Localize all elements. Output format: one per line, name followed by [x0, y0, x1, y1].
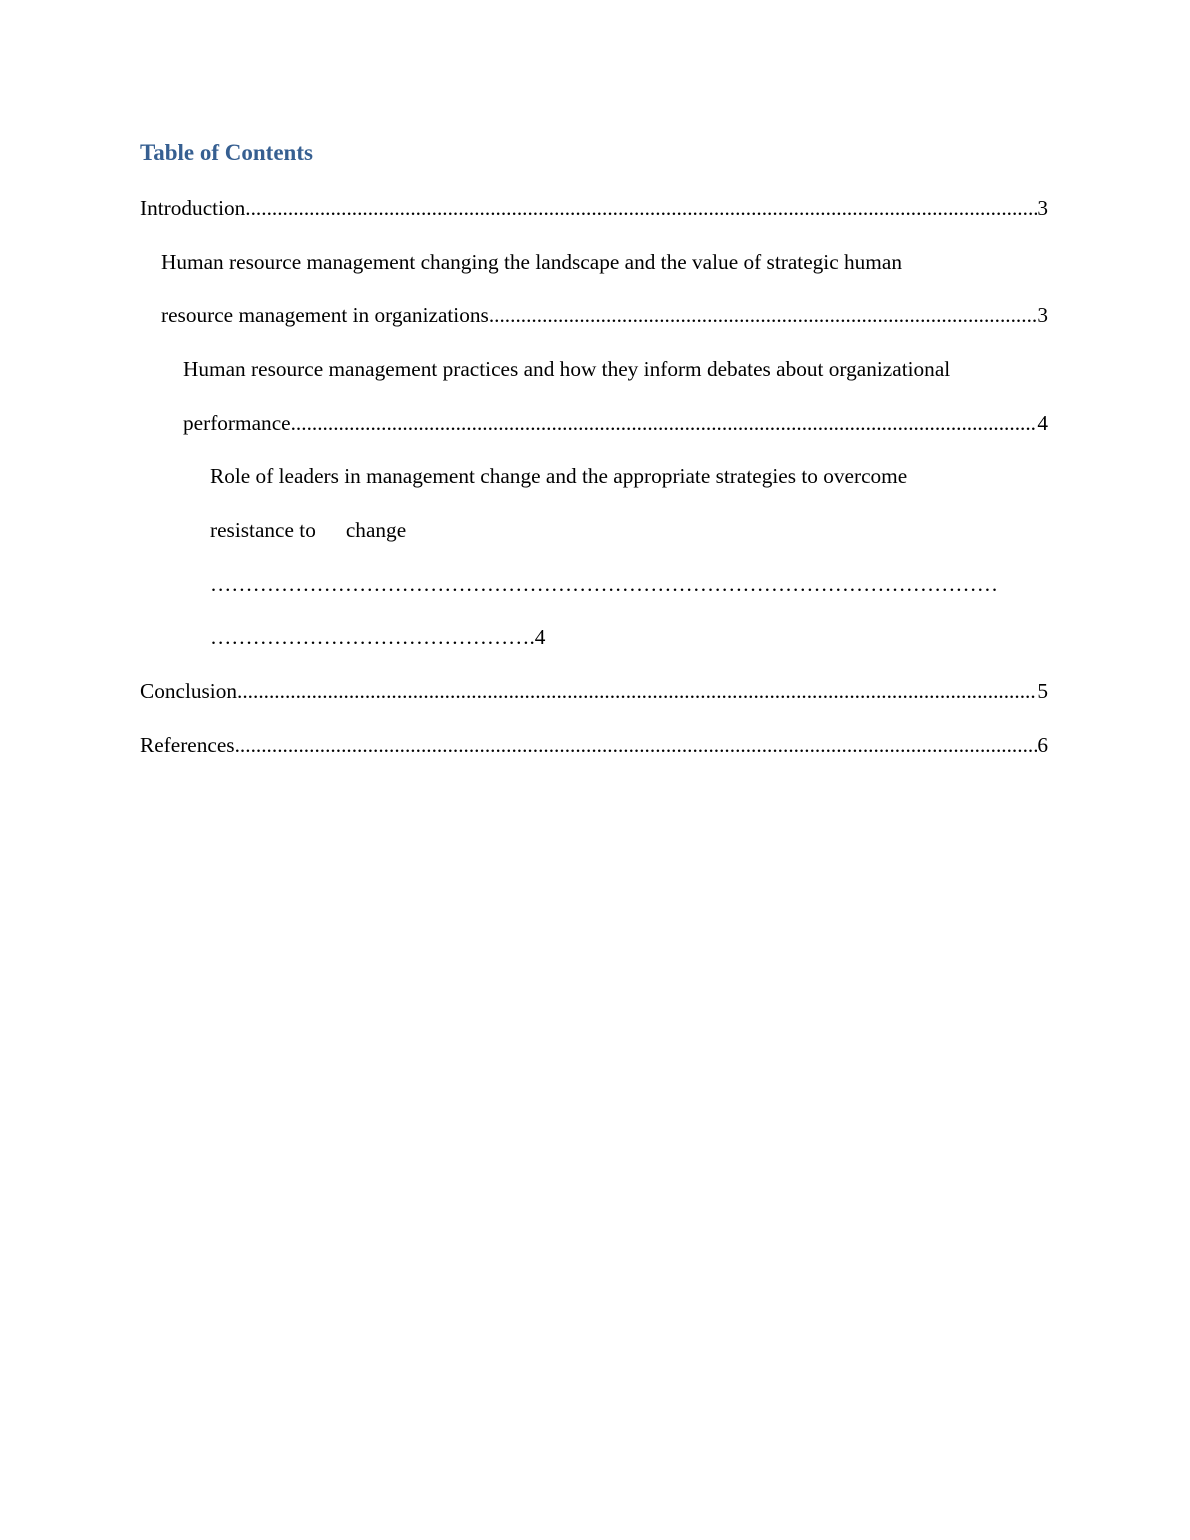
toc-page-number: 4: [1037, 411, 1048, 435]
toc-leader-dots: [245, 194, 1037, 222]
toc-entry-label: performance: [183, 411, 291, 435]
toc-entry-conclusion[interactable]: [140, 677, 1048, 705]
toc-entry-label: Introduction: [140, 196, 246, 220]
toc-entry-label: References: [140, 733, 235, 757]
toc-entry-hrm-landscape[interactable]: [161, 301, 1048, 329]
toc-page-number: 6: [1037, 733, 1048, 757]
toc-entry-text: resistance to: [210, 518, 316, 542]
toc-heading: Table of Contents: [140, 140, 313, 165]
toc-page-number: 3: [1037, 196, 1048, 220]
toc-entry-references[interactable]: [140, 731, 1048, 759]
toc-entry-role-of-leaders-line2[interactable]: [210, 516, 406, 544]
toc-leader-ellipsis-end: ……………………………………….4: [210, 625, 546, 649]
toc-entry-hrm-landscape-line1[interactable]: Human resource management changing the landscape and the value of strategic human: [161, 250, 902, 274]
toc-entry-hrm-practices-line1[interactable]: Human resource management practices and how they inform debates about organizational: [183, 357, 951, 381]
toc-leader-dots: [237, 677, 1037, 705]
toc-leader-dots: [235, 731, 1038, 759]
toc-page-number: 5: [1037, 679, 1048, 703]
toc-entry-label: resource management in organizations: [161, 303, 489, 327]
toc-entry-text: change: [345, 518, 407, 542]
toc-entry-hrm-practices[interactable]: [183, 409, 1048, 437]
toc-leader-ellipsis-line: …………………………………………………………………………………………………: [210, 572, 998, 596]
toc-entry-introduction[interactable]: [140, 194, 1048, 222]
toc-entry-role-of-leaders-line1[interactable]: Role of leaders in management change and the appropriate strategies to overcome: [210, 464, 908, 488]
toc-entry-label: Conclusion: [140, 679, 238, 703]
toc-page-number: 3: [1037, 303, 1048, 327]
toc-leader-dots: [291, 409, 1038, 437]
toc-leader-dots: [489, 301, 1038, 329]
